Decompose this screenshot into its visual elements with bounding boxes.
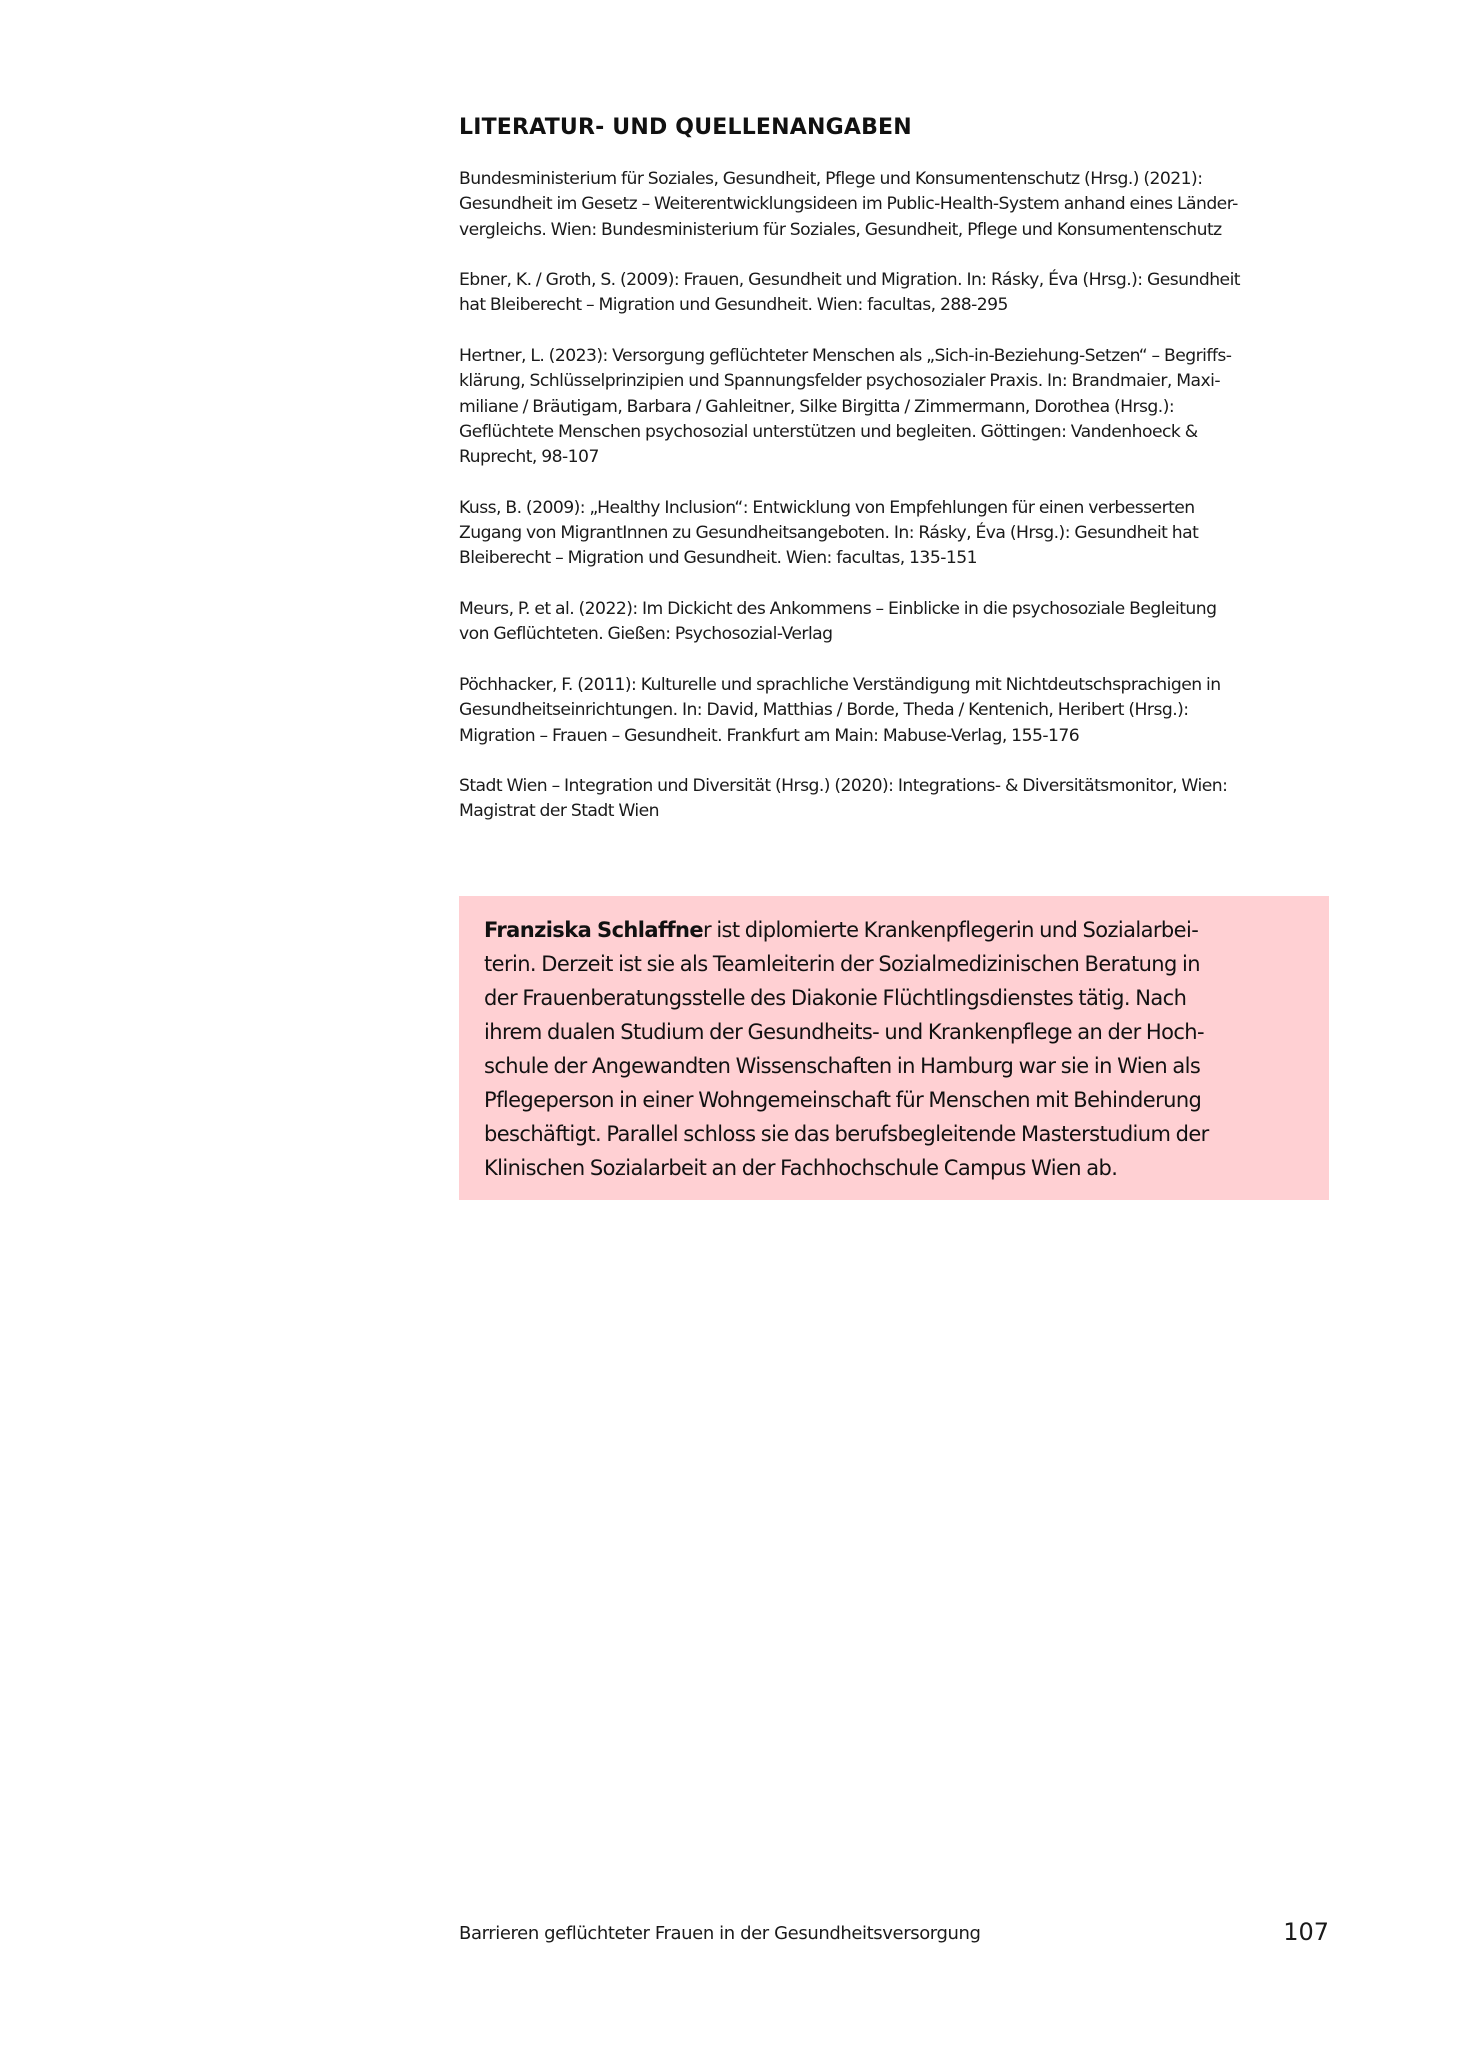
reference-line: Bleiberecht – Migration und Gesundheit. Wien: facultas, 135-151: [459, 548, 978, 569]
reference-entry: [459, 597, 1329, 648]
reference-line: Zugang von MigrantInnen zu Gesundheitsangeboten. In: Rásky, Éva (Hrsg.): Gesundheit hat: [459, 523, 1199, 544]
reference-entry: [459, 673, 1329, 749]
bio-line: Klinischen Sozialarbeit an der Fachhochschule Campus Wien ab.: [484, 1156, 1118, 1180]
author-name: Franziska Schlaffne: [484, 918, 704, 942]
reference-line: Geflüchtete Menschen psychosozial unterstützen und begleiten. Göttingen: Vandenhoeck &: [459, 421, 1198, 442]
reference-line: hat Bleiberecht – Migration und Gesundheit. Wien: facultas, 288-295: [459, 295, 1008, 316]
reference-line: Stadt Wien – Integration und Diversität (Hrsg.) (2020): Integrations- & Diversitätsmonitor, Wien:: [459, 776, 1228, 797]
reference-entry: [459, 344, 1329, 470]
bio-line: terin. Derzeit ist sie als Teamleiterin der Sozialmedizinischen Beratung in: [484, 952, 1200, 976]
bio-line: r ist diplomierte Krankenpflegerin und Sozialarbei-: [703, 918, 1199, 942]
reference-line: von Geflüchteten. Gießen: Psychosozial-Verlag: [459, 624, 833, 645]
reference-list: [459, 167, 1329, 825]
page-number: 107: [1283, 1918, 1329, 1946]
bio-line: ihrem dualen Studium der Gesundheits- und Krankenpflege an der Hoch-: [484, 1020, 1204, 1044]
section-heading: LITERATUR- UND QUELLENANGABEN: [459, 115, 912, 140]
reference-line: Hertner, L. (2023): Versorgung geflüchteter Menschen als „Sich-in-Beziehung-Setzen“ – Begriffs-: [459, 346, 1232, 367]
running-footer-title: Barrieren geflüchteter Frauen in der Gesundheitsversorgung: [459, 1923, 981, 1944]
bio-line: beschäftigt. Parallel schloss sie das berufsbegleitende Masterstudium der: [484, 1122, 1209, 1146]
reference-line: Kuss, B. (2009): „Healthy Inclusion“: Entwicklung von Empfehlungen für einen verbesserten: [459, 497, 1195, 518]
author-bio-box: [459, 896, 1329, 1200]
author-bio: [484, 913, 1305, 1185]
reference-line: Ebner, K. / Groth, S. (2009): Frauen, Gesundheit und Migration. In: Rásky, Éva (Hrsg.): Gesundheit: [459, 270, 1240, 291]
reference-line: Migration – Frauen – Gesundheit. Frankfurt am Main: Mabuse-Verlag, 155-176: [459, 725, 1080, 746]
reference-line: Ruprecht, 98-107: [459, 447, 599, 468]
page-content: [459, 112, 1329, 850]
reference-line: Gesundheitseinrichtungen. In: David, Matthias / Borde, Theda / Kentenich, Heribert (Hrsg.):: [459, 700, 1189, 721]
reference-line: Bundesministerium für Soziales, Gesundheit, Pflege und Konsumentenschutz (Hrsg.) (2021):: [459, 169, 1203, 189]
reference-entry: [459, 496, 1329, 572]
reference-line: Meurs, P. et al. (2022): Im Dickicht des Ankommens – Einblicke in die psychosoziale Begleitung: [459, 599, 1217, 620]
reference-line: Pöchhacker, F. (2011): Kulturelle und sprachliche Verständigung mit Nichtdeutschsprachigen in: [459, 674, 1221, 695]
bio-line: Pflegeperson in einer Wohngemeinschaft für Menschen mit Behinderung: [484, 1088, 1202, 1112]
bio-line: schule der Angewandten Wissenschaften in Hamburg war sie in Wien als: [484, 1054, 1201, 1078]
reference-entry: [459, 774, 1329, 825]
reference-line: klärung, Schlüsselprinzipien und Spannungsfelder psychosozialer Praxis. In: Brandmaier, Maxi-: [459, 371, 1221, 392]
reference-line: miliane / Bräutigam, Barbara / Gahleitner, Silke Birgitta / Zimmermann, Dorothea (Hrsg.):: [459, 396, 1175, 417]
reference-entry: [459, 167, 1329, 243]
reference-line: Magistrat der Stadt Wien: [459, 801, 660, 822]
reference-entry: [459, 268, 1329, 319]
reference-line: vergleichs. Wien: Bundesministerium für Soziales, Gesundheit, Pflege und Konsumentenschutz: [459, 219, 1222, 240]
reference-line: Gesundheit im Gesetz – Weiterentwicklungsideen im Public-Health-System anhand eines Länder-: [459, 194, 1238, 215]
bio-line: der Frauenberatungsstelle des Diakonie Flüchtlingsdienstes tätig. Nach: [484, 986, 1187, 1010]
